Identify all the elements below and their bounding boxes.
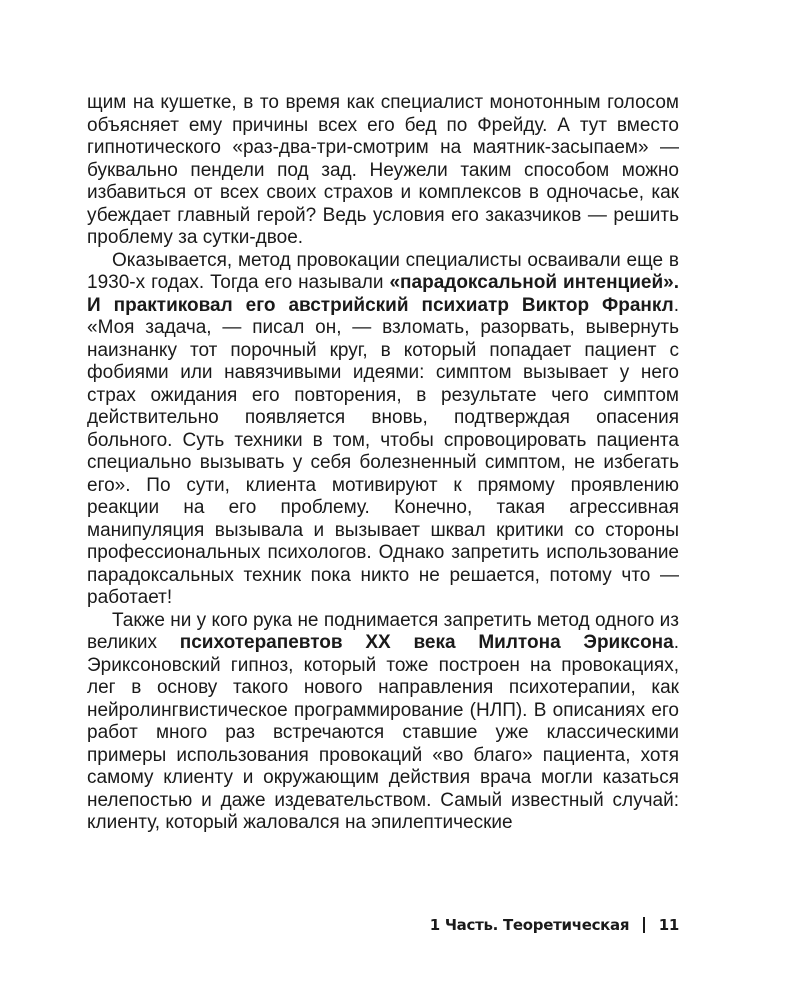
paragraph-2-text-end: . «Моя задача, — писал он, — взломать, разорвать, вывернуть наизнанку тот порочный круг, в который попадает пациент с фобиями или навязчивыми идеями: симптом вызывает у него страх ожидания его повторения, в результате чего симптом действительно появляется вновь, подтверждая опасения больного. Суть техники в том, чтобы спровоцировать пациента специально вызывать у себя болезненный симптом, не избегать его». По сути, клиента мотивируют к прямому проявлению реакции на его проблему. Конечно, такая агрессивная манипуляция вызывала и вызывает шквал критики со стороны профессиональных психологов. Однако запретить использование парадоксальных техник пока никто не решается, потому что — работает! — [87, 294, 679, 608]
footer-divider — [643, 917, 645, 933]
paragraph-3-text-end: . Эриксоновский гипноз, который тоже построен на провокациях, лег в основу такого нового направления психотерапии, как нейролингвистическое программирование (НЛП). В описаниях его работ много раз встречаются ставшие уже классическими примеры использования провокаций «во благо» пациента, хотя самому клиенту и окружающим действия врача могли казаться нелепостью и даже издевательством. Самый известный случай: клиенту, который жаловался на эпилептические — [87, 632, 679, 833]
paragraph-2 — [87, 250, 679, 610]
running-footer — [430, 916, 679, 934]
paragraph-1 — [87, 92, 679, 250]
body-text — [87, 92, 679, 835]
footer-section-title: 1 Часть. Теоретическая — [429, 916, 630, 934]
paragraph-1-text: щим на кушетке, в то время как специалист монотонным голосом объясняет ему причины всех его бед по Фрейду. А тут вместо гипнотического «раз-два-три-смотрим на маятник-засыпаем» — буквально пендели под зад. Неужели таким способом можно избавиться от всех своих страхов и комплексов в одночасье, как убеждает главный герой? Ведь условия его заказчиков — решить проблему за сутки-двое. — [87, 92, 679, 248]
paragraph-2-bold-phrase: «парадоксальной интенцией». И практиковал его австрийский психиатр Виктор Франкл — [87, 272, 679, 316]
paragraph-2-text-start: Оказывается, метод провокации специалисты осваивали еще в 1930-х годах. Тогда его называли — [87, 249, 679, 293]
paragraph-3-bold-phrase: психотерапевтов XX века Милтона Эриксона — [179, 632, 674, 653]
paragraph-3 — [87, 610, 679, 835]
page-number: 11 — [658, 916, 679, 934]
paragraph-3-text-start: Также ни у кого рука не поднимается запретить метод одного из великих — [87, 609, 679, 653]
